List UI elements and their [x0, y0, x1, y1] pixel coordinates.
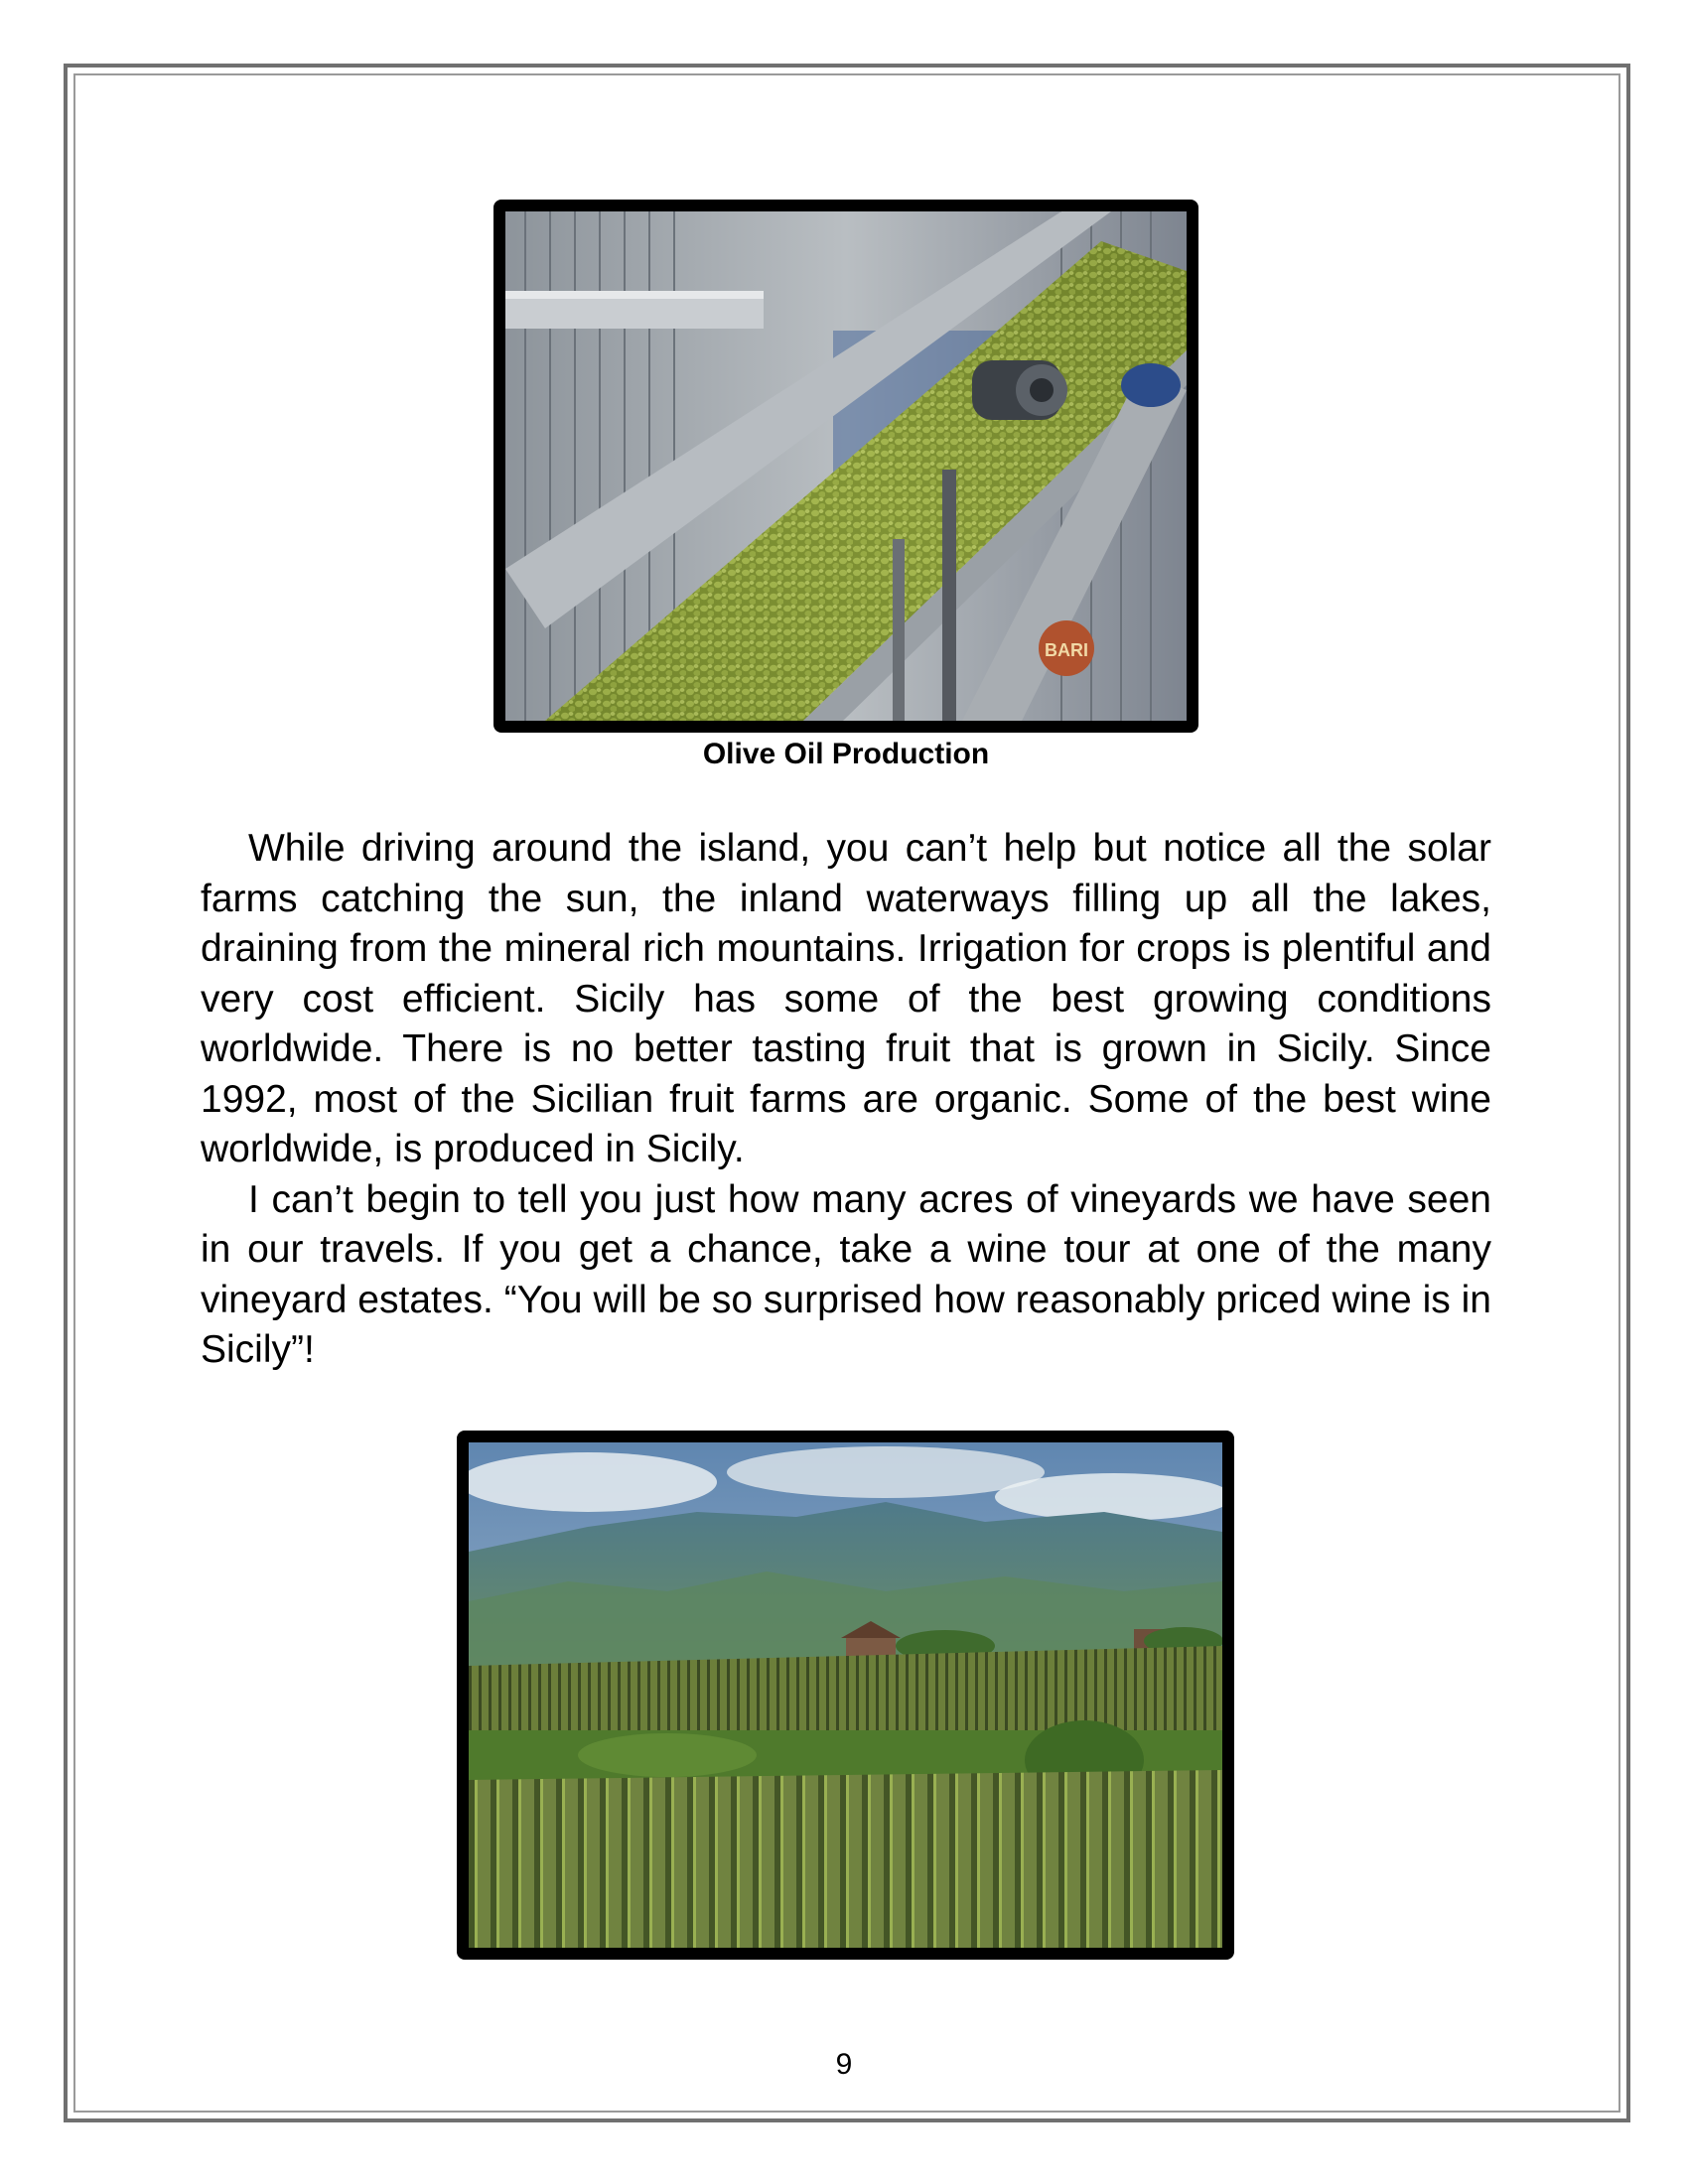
olive-oil-production-photo [493, 200, 1198, 733]
paragraph: While driving around the island, you can’t help but notice all the solar farms catching the sun, the inland waterways filling up all the lakes, draining from the mineral rich mountains. Irrigation for crops is plentiful and very cost efficient. Sicily has some of the best growing conditions worldwide. There is no better tasting fruit that is grown in Sicily. Since 1992, most of the Sicilian fruit farms are organic. Some of the best wine worldwide, is produced in Sicily. [201, 827, 1491, 1170]
page-number: 9 [835, 2048, 853, 2081]
paragraph: I can’t begin to tell you just how many acres of vineyards we have seen in our travels. If you get a chance, take a wine tour at one of the many vineyard estates. “You will be so surprised how reasonably priced wine is in Sicily”! [201, 1177, 1491, 1371]
vineyard-photo [457, 1431, 1234, 1960]
olive-conveyor-illustration [505, 211, 1187, 721]
bari-logo-text: BARI [1045, 640, 1088, 660]
vineyard-illustration [469, 1442, 1222, 1948]
body-text [201, 824, 1491, 1376]
figure-caption: Olive Oil Production [702, 738, 990, 770]
